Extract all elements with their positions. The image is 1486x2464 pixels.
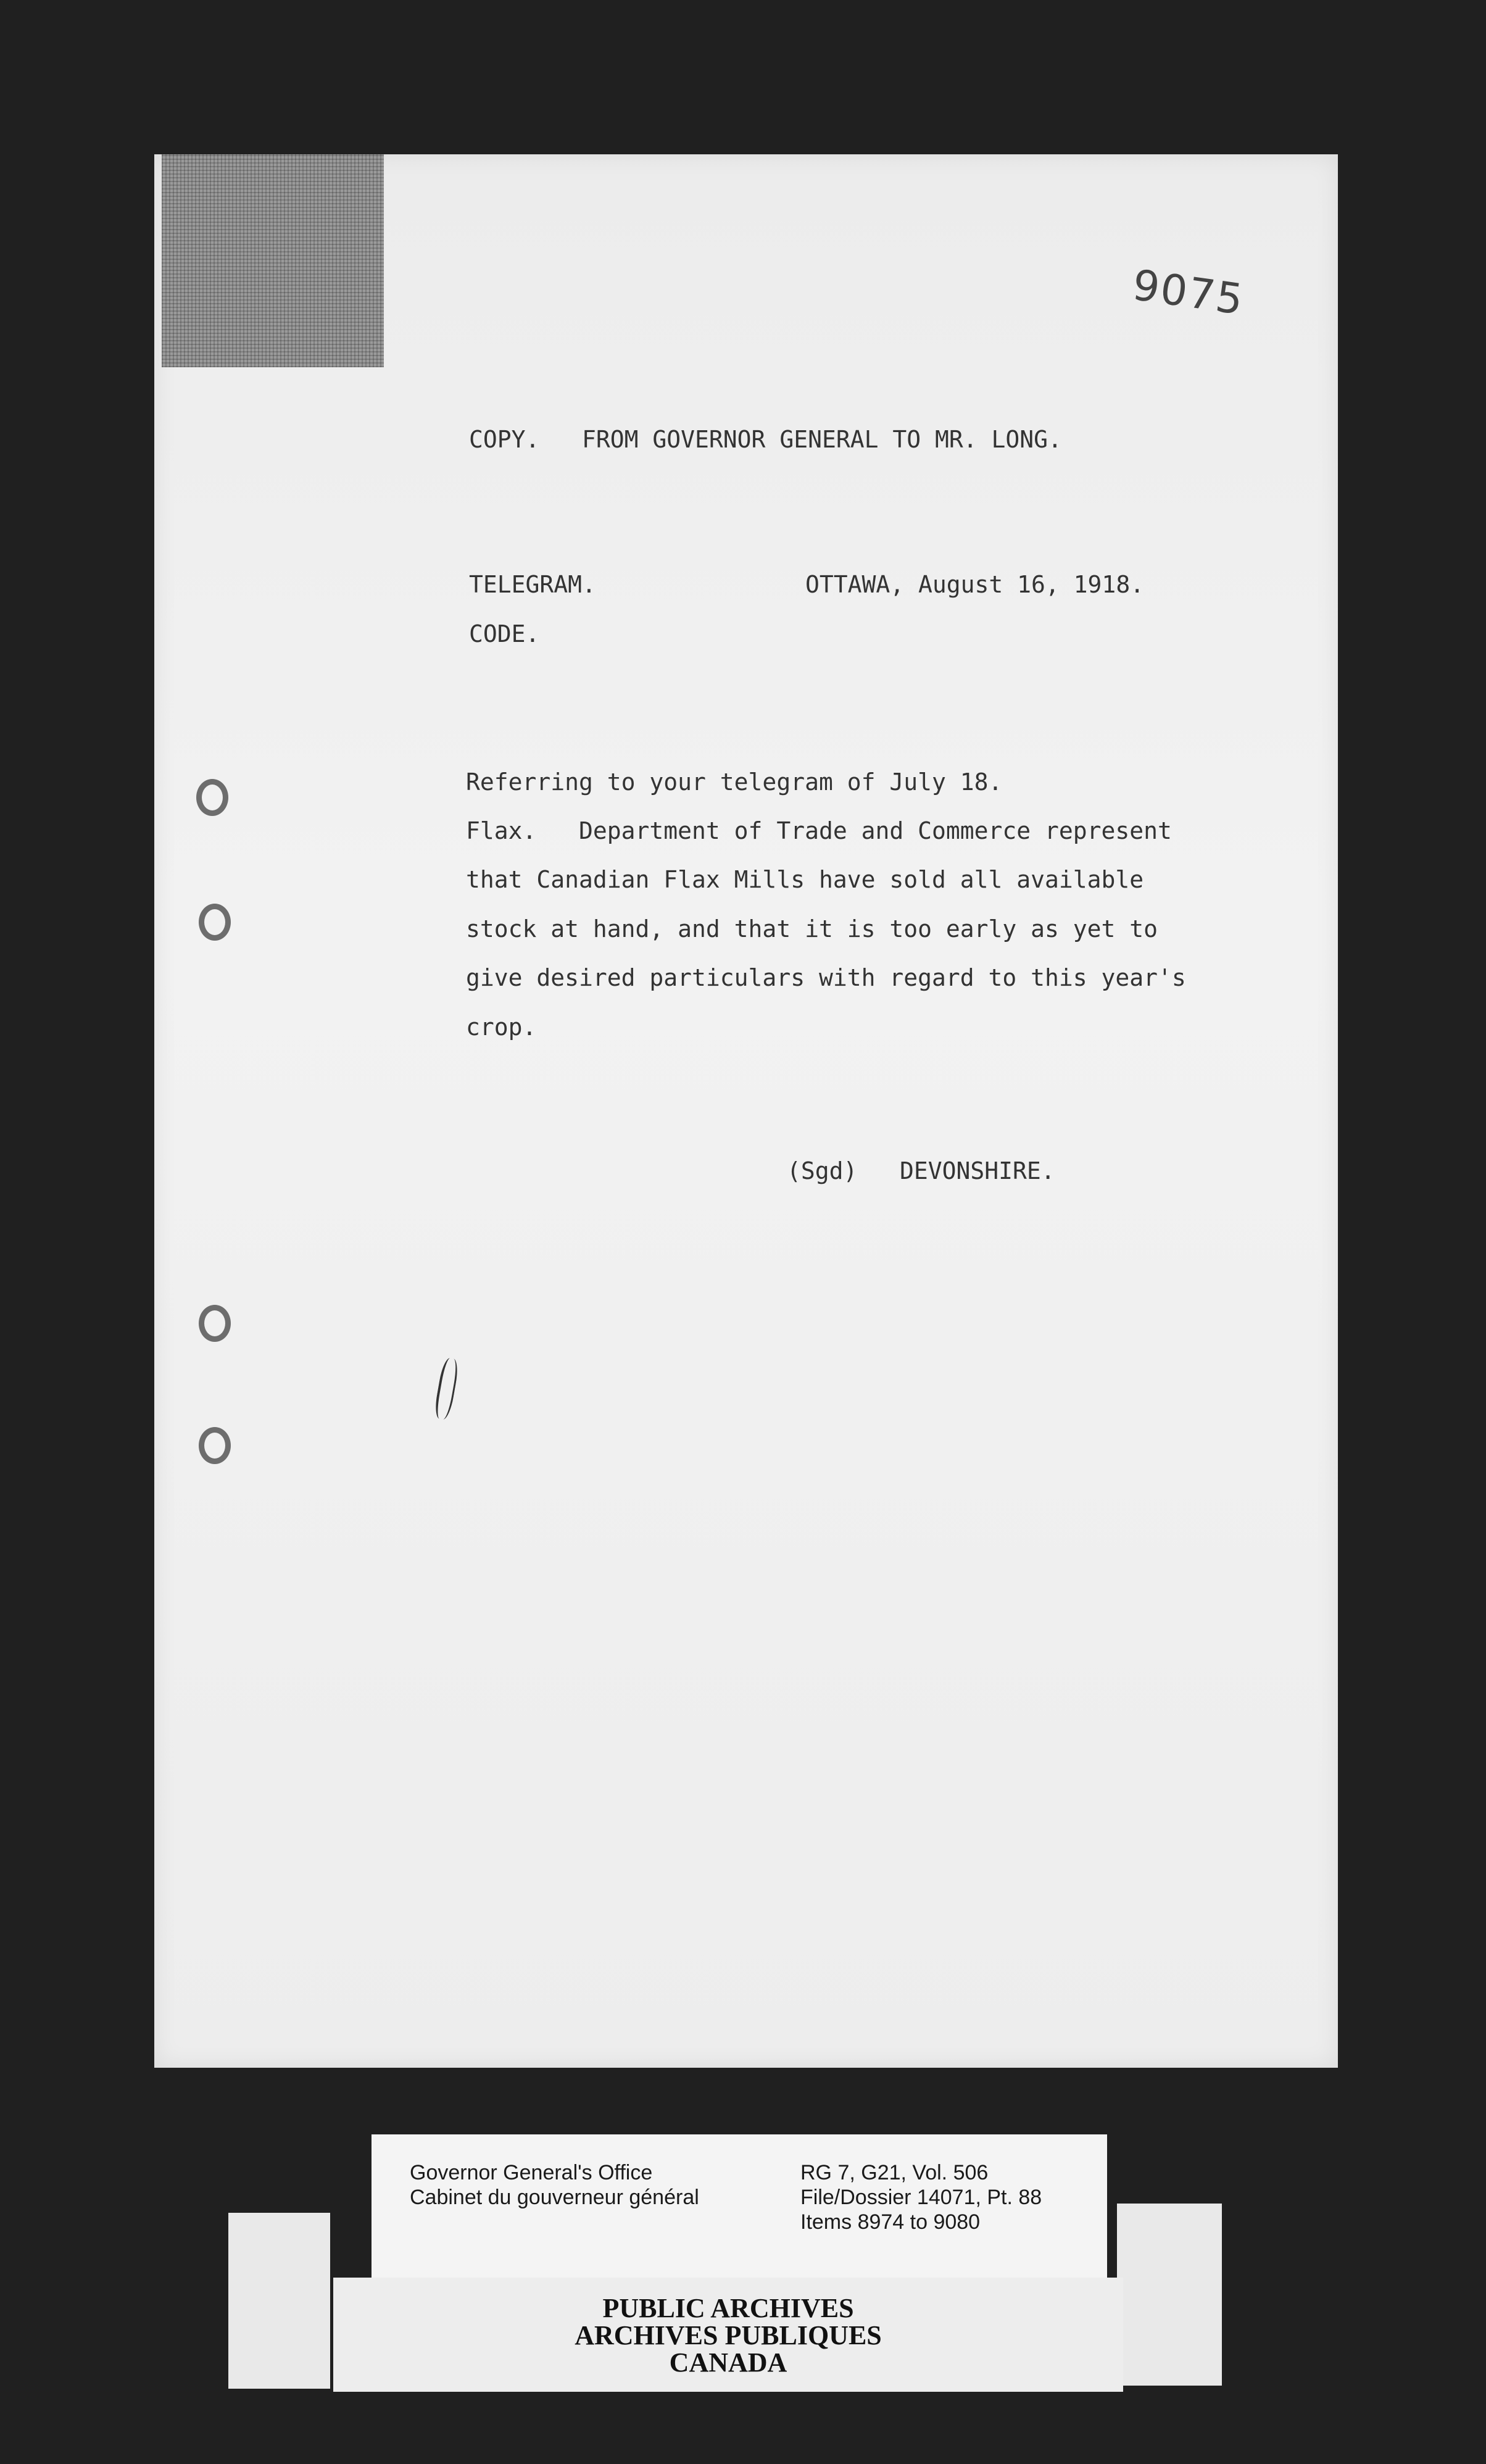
- seal-line: ARCHIVES PUBLIQUES: [575, 2320, 882, 2350]
- record-group: RG 7, G21, Vol. 506: [800, 2161, 989, 2184]
- code-label: CODE.: [469, 620, 540, 647]
- page-number-stamp: 9075: [1129, 260, 1247, 325]
- copy-heading: COPY. FROM GOVERNOR GENERAL TO MR. LONG.: [469, 426, 1062, 453]
- office-french: Cabinet du gouverneur général: [410, 2186, 699, 2209]
- archive-tab-right: [1117, 2204, 1222, 2386]
- signature: (Sgd) DEVONSHIRE.: [787, 1157, 1055, 1184]
- punch-hole: [199, 904, 231, 941]
- office-english: Governor General's Office: [410, 2161, 653, 2184]
- telegram-label: TELEGRAM.: [469, 571, 596, 598]
- archive-label: [372, 2134, 1107, 2289]
- handwritten-mark: [433, 1357, 460, 1420]
- tape-strip: [162, 154, 384, 367]
- punch-hole: [199, 1305, 231, 1342]
- body-line: Referring to your telegram of July 18.: [466, 768, 1003, 796]
- body-line: Flax. Department of Trade and Commerce represent: [466, 817, 1172, 844]
- place-date: OTTAWA, August 16, 1918.: [805, 571, 1145, 598]
- punch-hole: [199, 1427, 231, 1464]
- body-line: stock at hand, and that it is too early as yet to: [466, 915, 1158, 943]
- body-line: give desired particulars with regard to this year's: [466, 964, 1186, 991]
- document-page: [154, 154, 1338, 2068]
- archives-seal: [333, 2278, 1123, 2392]
- seal-line: CANADA: [669, 2347, 787, 2378]
- file-number: File/Dossier 14071, Pt. 88: [800, 2186, 1042, 2209]
- punch-hole: [196, 779, 228, 816]
- archive-tab-left: [228, 2213, 330, 2389]
- body-line: that Canadian Flax Mills have sold all available: [466, 866, 1144, 893]
- items-range: Items 8974 to 9080: [800, 2210, 981, 2234]
- seal-line: PUBLIC ARCHIVES: [602, 2293, 854, 2323]
- body-line: crop.: [466, 1013, 537, 1041]
